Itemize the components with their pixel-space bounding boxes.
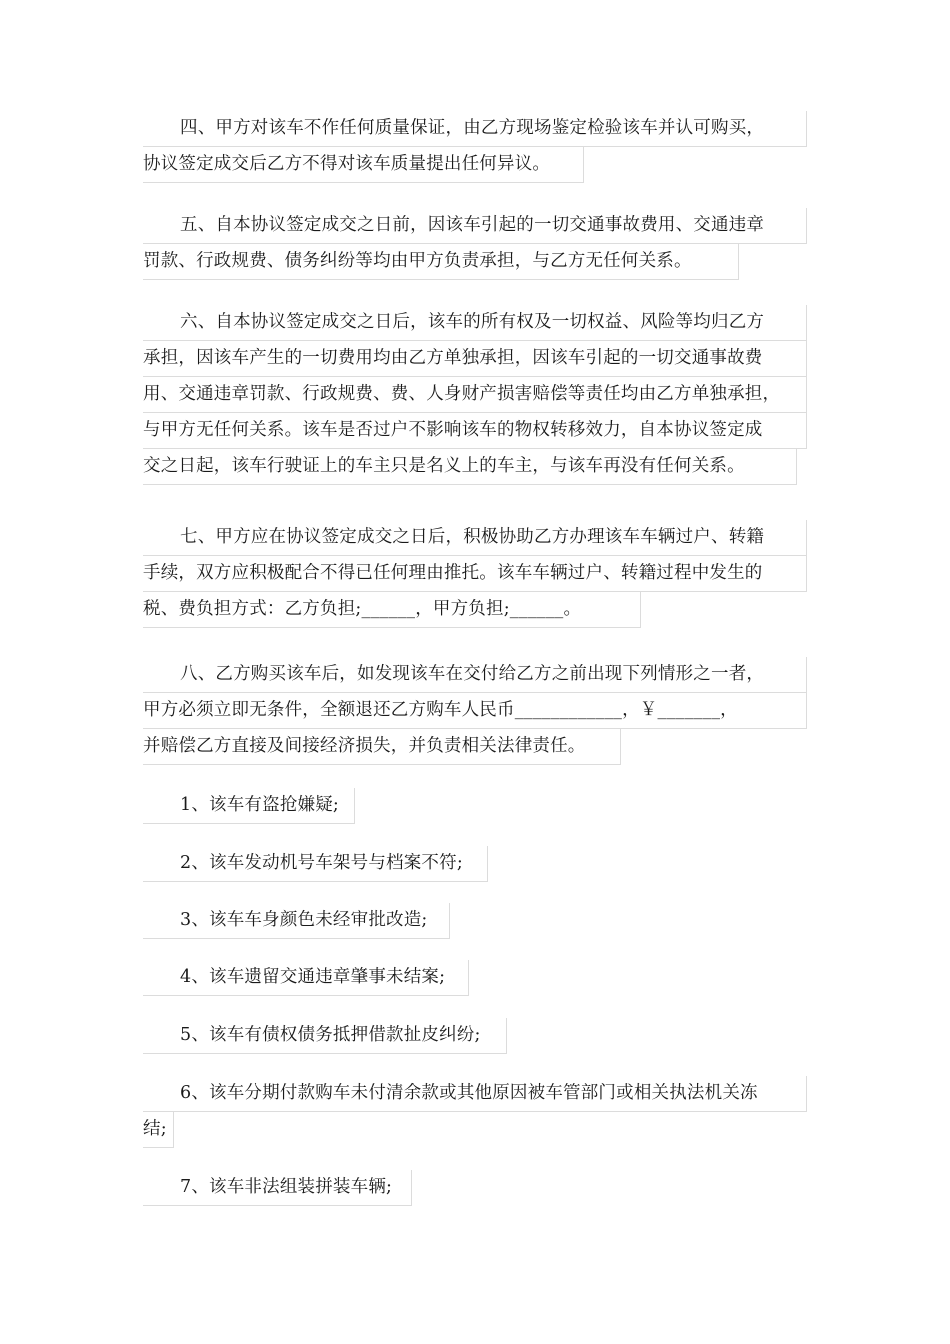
item-4-line: 4、该车遗留交通违章肇事未结案; [143, 960, 469, 996]
item-4-paragraph [143, 960, 813, 996]
item-2-paragraph [143, 846, 813, 882]
item-7-line: 7、该车非法组装拼装车辆; [143, 1170, 412, 1206]
clause-6-line-3: 用、交通违章罚款、行政规费、费、人身财产损害赔偿等责任均由乙方单独承担， [143, 377, 807, 413]
item-5-line: 5、该车有债权债务抵押借款扯皮纠纷; [143, 1018, 507, 1054]
clause-5-paragraph [143, 208, 813, 280]
clause-6-line-4: 与甲方无任何关系。该车是否过户不影响该车的物权转移效力，自本协议签定成 [143, 413, 807, 449]
clause-8-line-3: 并赔偿乙方直接及间接经济损失，并负责相关法律责任。 [143, 729, 621, 765]
item-1-paragraph [143, 788, 813, 824]
item-1-line: 1、该车有盗抢嫌疑; [143, 788, 355, 824]
clause-8-line-1: 八、乙方购买该车后，如发现该车在交付给乙方之前出现下列情形之一者， [143, 657, 807, 693]
clause-7-line-3: 税、费负担方式：乙方负担;______，甲方负担;______。 [143, 592, 641, 628]
clause-7-line-1: 七、甲方应在协议签定成交之日后，积极协助乙方办理该车车辆过户、转籍 [143, 520, 807, 556]
item-6-line-2: 结; [143, 1112, 174, 1148]
clause-6-paragraph [143, 305, 813, 485]
clause-4-paragraph [143, 111, 813, 183]
clause-7-line-2: 手续，双方应积极配合不得已任何理由推托。该车车辆过户、转籍过程中发生的 [143, 556, 807, 592]
item-2-line: 2、该车发动机号车架号与档案不符; [143, 846, 488, 882]
clause-6-line-1: 六、自本协议签定成交之日后，该车的所有权及一切权益、风险等均归乙方 [143, 305, 807, 341]
clause-7-paragraph [143, 520, 813, 628]
item-3-line: 3、该车车身颜色未经审批改造; [143, 903, 450, 939]
clause-5-line-1: 五、自本协议签定成交之日前，因该车引起的一切交通事故费用、交通违章 [143, 208, 807, 244]
item-5-paragraph [143, 1018, 813, 1054]
clause-8-line-2: 甲方必须立即无条件，全额退还乙方购车人民币____________，￥_______， [143, 693, 807, 729]
clause-4-line-2: 协议签定成交后乙方不得对该车质量提出任何异议。 [143, 147, 584, 183]
item-6-paragraph [143, 1076, 813, 1148]
item-7-paragraph [143, 1170, 813, 1206]
clause-4-line-1: 四、甲方对该车不作任何质量保证，由乙方现场鉴定检验该车并认可购买， [143, 111, 807, 147]
item-3-paragraph [143, 903, 813, 939]
item-6-line-1: 6、该车分期付款购车未付清余款或其他原因被车管部门或相关执法机关冻 [143, 1076, 807, 1112]
clause-6-line-5: 交之日起，该车行驶证上的车主只是名义上的车主，与该车再没有任何关系。 [143, 449, 797, 485]
clause-8-paragraph [143, 657, 813, 765]
clause-5-line-2: 罚款、行政规费、债务纠纷等均由甲方负责承担，与乙方无任何关系。 [143, 244, 739, 280]
clause-6-line-2: 承担，因该车产生的一切费用均由乙方单独承担，因该车引起的一切交通事故费 [143, 341, 807, 377]
